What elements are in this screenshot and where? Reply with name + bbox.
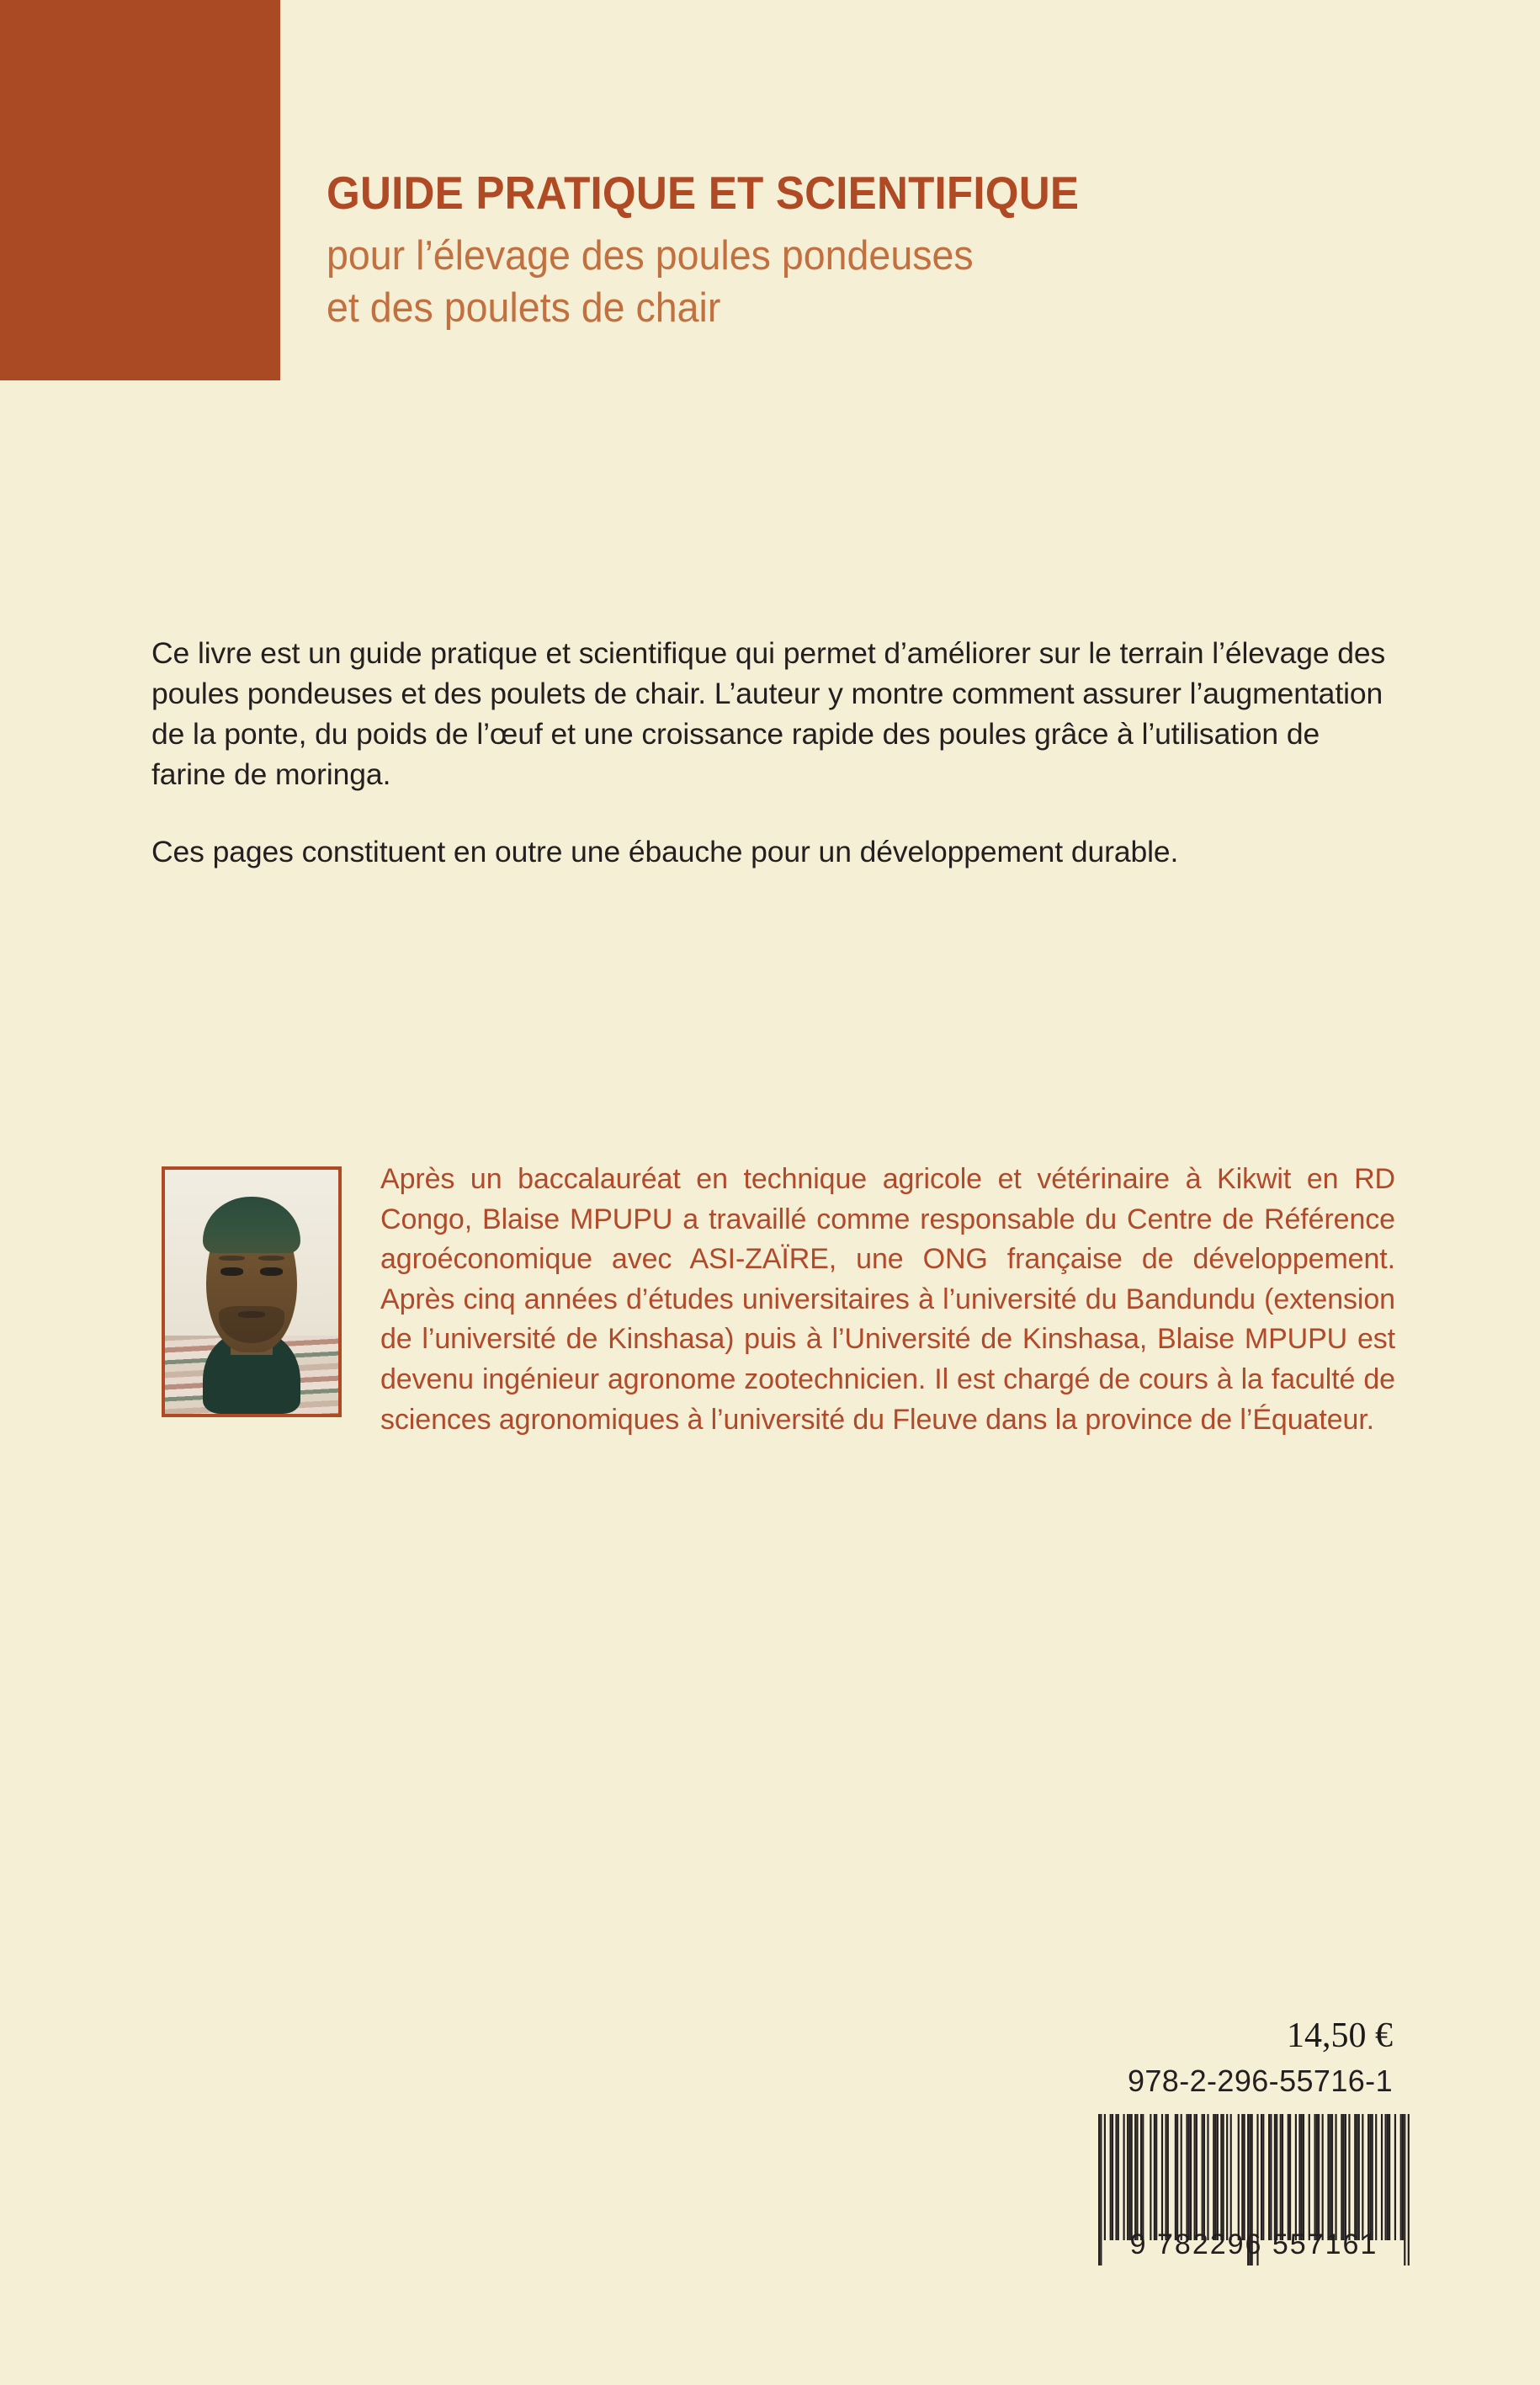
portrait-eyebrow-right bbox=[258, 1256, 284, 1261]
portrait-eyebrow-left bbox=[219, 1256, 245, 1261]
price-label: 14,50 € bbox=[1287, 2016, 1393, 2055]
subtitle-line-2: et des poulets de chair bbox=[327, 285, 721, 332]
blurb-paragraph-1: Ce livre est un guide pratique et scientifique qui permet d’améliorer sur le terrain l’élevage des poules pondeuses et des poulets de chair. L’auteur y montre comment assurer l’augmentation de la ponte, du poids de l’œuf et une croissance rapide des poules grâce à l’utilisation de farine de moringa. bbox=[151, 636, 1386, 792]
isbn-label: 978-2-296-55716-1 bbox=[1127, 2064, 1393, 2098]
author-portrait-photo bbox=[162, 1166, 342, 1417]
author-bio-text: Après un baccalauréat en technique agricole et vétérinaire à Kikwit en RD Congo, Blaise MPUPU a travaillé comme responsable du Centre de Référence agroéconomique avec ASI-ZAÏRE, une ONG française de développement. Après cinq années d’études universitaires à l’université du Bandundu (extension de l’université de Kinshasa) puis à l’Université de Kinshasa, Blaise MPUPU est devenu ingénieur agronome zootechnicien. Il est chargé de cours à la faculté de sciences agronomiques à l’université du Fleuve dans la province de l’Équateur. bbox=[380, 1163, 1395, 1436]
page-title: GUIDE PRATIQUE ET SCIENTIFIQUE bbox=[327, 167, 1080, 219]
barcode-digits: 9 782296 557161 bbox=[1129, 2228, 1378, 2260]
subtitle-line-1: pour l’élevage des poules pondeuses bbox=[327, 233, 974, 279]
author-bio-block bbox=[151, 1160, 1395, 1440]
blurb-paragraph-2: Ces pages constituent en outre une ébauche pour un développement durable. bbox=[151, 835, 1179, 869]
title-block bbox=[327, 168, 1421, 335]
portrait-eye-right bbox=[260, 1267, 283, 1276]
decorative-corner-block bbox=[0, 0, 280, 380]
portrait-mouth bbox=[238, 1311, 266, 1318]
blurb-block bbox=[151, 633, 1395, 872]
portrait-eye-left bbox=[220, 1267, 243, 1276]
